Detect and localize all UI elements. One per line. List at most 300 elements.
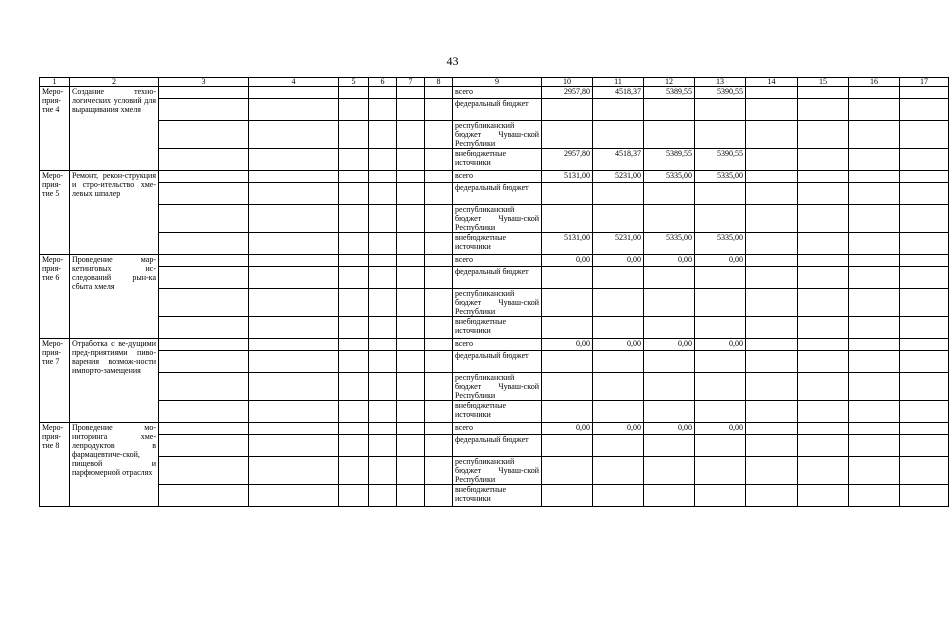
- empty-cell: [849, 457, 900, 485]
- value-cell-col10: 0,00: [542, 339, 593, 351]
- table-row: [40, 255, 949, 267]
- value-cell-col10: [542, 373, 593, 401]
- value-cell-col12: [644, 289, 695, 317]
- value-cell-col11: [593, 99, 644, 121]
- empty-cell: [746, 485, 798, 507]
- column-header: 15: [798, 78, 849, 87]
- empty-cell: [369, 99, 397, 121]
- value-cell-col10: 0,00: [542, 423, 593, 435]
- value-cell-col12: [644, 457, 695, 485]
- empty-cell: [746, 351, 798, 373]
- empty-cell: [900, 255, 949, 267]
- value-cell-col13: [695, 351, 746, 373]
- table-row: [40, 99, 949, 121]
- empty-cell: [798, 423, 849, 435]
- empty-cell: [249, 267, 339, 289]
- empty-cell: [425, 121, 453, 149]
- empty-cell: [798, 255, 849, 267]
- table-row: [40, 423, 949, 435]
- empty-cell: [425, 351, 453, 373]
- value-cell-col12: [644, 485, 695, 507]
- value-cell-col11: [593, 485, 644, 507]
- empty-cell: [397, 339, 425, 351]
- empty-cell: [369, 267, 397, 289]
- empty-cell: [849, 401, 900, 423]
- value-cell-col11: [593, 267, 644, 289]
- event-name-cell: Проведение мо-ниторинга хме-лепродуктов в фармацевтиче-ской, пищевой и парфюмерной отраслях: [70, 423, 159, 507]
- empty-cell: [159, 351, 249, 373]
- value-cell-col10: [542, 457, 593, 485]
- value-cell-col11: 4518,37: [593, 87, 644, 99]
- value-cell-col10: 2957,80: [542, 149, 593, 171]
- event-code-cell: Меро-прия-тие 4: [40, 87, 70, 171]
- value-cell-col13: 5335,00: [695, 171, 746, 183]
- value-cell-col12: [644, 267, 695, 289]
- empty-cell: [900, 183, 949, 205]
- empty-cell: [425, 289, 453, 317]
- value-cell-col11: [593, 373, 644, 401]
- budget-table: [39, 77, 949, 507]
- column-number-row: [40, 78, 949, 87]
- empty-cell: [339, 171, 369, 183]
- empty-cell: [159, 171, 249, 183]
- empty-cell: [339, 317, 369, 339]
- value-cell-col12: [644, 351, 695, 373]
- table-row: [40, 401, 949, 423]
- funding-source-cell: всего: [453, 255, 542, 267]
- value-cell-col12: [644, 435, 695, 457]
- empty-cell: [849, 233, 900, 255]
- empty-cell: [397, 423, 425, 435]
- funding-source-cell: федеральный бюджет: [453, 99, 542, 121]
- empty-cell: [339, 401, 369, 423]
- empty-cell: [339, 339, 369, 351]
- table-row: [40, 87, 949, 99]
- value-cell-col12: 0,00: [644, 423, 695, 435]
- empty-cell: [425, 485, 453, 507]
- value-cell-col11: 0,00: [593, 423, 644, 435]
- empty-cell: [339, 485, 369, 507]
- value-cell-col11: [593, 289, 644, 317]
- funding-source-cell: федеральный бюджет: [453, 267, 542, 289]
- event-name-cell: Отработка с ве-дущими пред-приятиями пиво-варения возмож-ности импорто-замещения: [70, 339, 159, 423]
- value-cell-col13: [695, 205, 746, 233]
- empty-cell: [900, 423, 949, 435]
- empty-cell: [900, 401, 949, 423]
- funding-source-cell: внебюджетные источники: [453, 401, 542, 423]
- table-row: [40, 351, 949, 373]
- event-code-cell: Меро-прия-тие 7: [40, 339, 70, 423]
- table-row: [40, 317, 949, 339]
- empty-cell: [798, 457, 849, 485]
- empty-cell: [159, 373, 249, 401]
- funding-source-cell: федеральный бюджет: [453, 435, 542, 457]
- empty-cell: [900, 233, 949, 255]
- page-number: 43: [446, 54, 459, 68]
- empty-cell: [900, 99, 949, 121]
- empty-cell: [397, 401, 425, 423]
- empty-cell: [798, 149, 849, 171]
- value-cell-col13: [695, 99, 746, 121]
- empty-cell: [369, 457, 397, 485]
- empty-cell: [159, 339, 249, 351]
- value-cell-col11: [593, 351, 644, 373]
- empty-cell: [159, 233, 249, 255]
- table-row: [40, 233, 949, 255]
- value-cell-col12: [644, 205, 695, 233]
- empty-cell: [849, 339, 900, 351]
- empty-cell: [746, 205, 798, 233]
- empty-cell: [849, 267, 900, 289]
- value-cell-col12: 5389,55: [644, 87, 695, 99]
- empty-cell: [339, 373, 369, 401]
- empty-cell: [339, 457, 369, 485]
- empty-cell: [746, 99, 798, 121]
- empty-cell: [425, 87, 453, 99]
- column-header: 2: [70, 78, 159, 87]
- empty-cell: [159, 149, 249, 171]
- empty-cell: [369, 121, 397, 149]
- empty-cell: [339, 423, 369, 435]
- funding-source-cell: всего: [453, 87, 542, 99]
- funding-source-cell: федеральный бюджет: [453, 351, 542, 373]
- empty-cell: [849, 373, 900, 401]
- empty-cell: [746, 401, 798, 423]
- empty-cell: [798, 171, 849, 183]
- value-cell-col11: [593, 205, 644, 233]
- empty-cell: [397, 183, 425, 205]
- empty-cell: [798, 267, 849, 289]
- empty-cell: [369, 205, 397, 233]
- empty-cell: [849, 149, 900, 171]
- funding-source-cell: федеральный бюджет: [453, 183, 542, 205]
- empty-cell: [249, 205, 339, 233]
- empty-cell: [369, 87, 397, 99]
- empty-cell: [900, 457, 949, 485]
- empty-cell: [369, 255, 397, 267]
- empty-cell: [339, 99, 369, 121]
- column-header: 16: [849, 78, 900, 87]
- empty-cell: [746, 267, 798, 289]
- empty-cell: [249, 87, 339, 99]
- empty-cell: [798, 205, 849, 233]
- empty-cell: [798, 373, 849, 401]
- empty-cell: [425, 401, 453, 423]
- value-cell-col12: 5335,00: [644, 171, 695, 183]
- value-cell-col11: [593, 121, 644, 149]
- empty-cell: [249, 339, 339, 351]
- empty-cell: [425, 373, 453, 401]
- table-row: [40, 267, 949, 289]
- empty-cell: [249, 121, 339, 149]
- value-cell-col12: [644, 183, 695, 205]
- table-row: [40, 171, 949, 183]
- empty-cell: [900, 485, 949, 507]
- column-header: 7: [397, 78, 425, 87]
- column-header: 9: [453, 78, 542, 87]
- funding-source-cell: всего: [453, 171, 542, 183]
- table-row: [40, 205, 949, 233]
- empty-cell: [339, 205, 369, 233]
- funding-source-cell: всего: [453, 423, 542, 435]
- value-cell-col13: 0,00: [695, 423, 746, 435]
- table-body: [40, 87, 949, 507]
- empty-cell: [900, 267, 949, 289]
- empty-cell: [369, 183, 397, 205]
- value-cell-col13: [695, 373, 746, 401]
- empty-cell: [249, 457, 339, 485]
- value-cell-col13: 5390,55: [695, 87, 746, 99]
- funding-source-cell: внебюджетные источники: [453, 233, 542, 255]
- empty-cell: [397, 485, 425, 507]
- empty-cell: [849, 99, 900, 121]
- table-row: [40, 289, 949, 317]
- empty-cell: [159, 205, 249, 233]
- empty-cell: [425, 435, 453, 457]
- table-row: [40, 435, 949, 457]
- empty-cell: [746, 373, 798, 401]
- value-cell-col13: [695, 401, 746, 423]
- value-cell-col10: [542, 205, 593, 233]
- empty-cell: [159, 183, 249, 205]
- value-cell-col10: 5131,00: [542, 233, 593, 255]
- empty-cell: [746, 457, 798, 485]
- empty-cell: [249, 233, 339, 255]
- empty-cell: [249, 183, 339, 205]
- empty-cell: [798, 289, 849, 317]
- empty-cell: [249, 171, 339, 183]
- table-row: [40, 183, 949, 205]
- empty-cell: [798, 233, 849, 255]
- value-cell-col10: [542, 351, 593, 373]
- empty-cell: [397, 171, 425, 183]
- empty-cell: [249, 289, 339, 317]
- value-cell-col13: [695, 183, 746, 205]
- empty-cell: [849, 423, 900, 435]
- value-cell-col11: 0,00: [593, 339, 644, 351]
- value-cell-col11: 4518,37: [593, 149, 644, 171]
- empty-cell: [849, 87, 900, 99]
- value-cell-col12: [644, 99, 695, 121]
- empty-cell: [849, 435, 900, 457]
- column-header: 4: [249, 78, 339, 87]
- table-row: [40, 485, 949, 507]
- empty-cell: [159, 401, 249, 423]
- empty-cell: [369, 339, 397, 351]
- empty-cell: [397, 289, 425, 317]
- value-cell-col11: [593, 401, 644, 423]
- empty-cell: [369, 149, 397, 171]
- empty-cell: [425, 457, 453, 485]
- empty-cell: [425, 255, 453, 267]
- empty-cell: [339, 87, 369, 99]
- empty-cell: [397, 205, 425, 233]
- empty-cell: [397, 267, 425, 289]
- value-cell-col10: [542, 401, 593, 423]
- empty-cell: [339, 255, 369, 267]
- empty-cell: [849, 205, 900, 233]
- value-cell-col13: 5335,00: [695, 233, 746, 255]
- empty-cell: [159, 255, 249, 267]
- event-code-cell: Меро-прия-тие 8: [40, 423, 70, 507]
- column-header: 3: [159, 78, 249, 87]
- event-name-cell: Создание техно-логических условий для выращивания хмеля: [70, 87, 159, 171]
- empty-cell: [425, 339, 453, 351]
- empty-cell: [249, 149, 339, 171]
- funding-source-cell: всего: [453, 339, 542, 351]
- empty-cell: [849, 485, 900, 507]
- empty-cell: [249, 99, 339, 121]
- empty-cell: [849, 183, 900, 205]
- empty-cell: [900, 351, 949, 373]
- empty-cell: [746, 233, 798, 255]
- value-cell-col13: [695, 317, 746, 339]
- empty-cell: [798, 435, 849, 457]
- empty-cell: [798, 351, 849, 373]
- empty-cell: [746, 317, 798, 339]
- empty-cell: [369, 171, 397, 183]
- value-cell-col13: 0,00: [695, 339, 746, 351]
- funding-source-cell: республиканский бюджет Чуваш-ской Республики: [453, 205, 542, 233]
- empty-cell: [798, 183, 849, 205]
- funding-source-cell: республиканский бюджет Чуваш-ской Республики: [453, 289, 542, 317]
- empty-cell: [369, 317, 397, 339]
- empty-cell: [397, 149, 425, 171]
- empty-cell: [397, 435, 425, 457]
- empty-cell: [900, 205, 949, 233]
- empty-cell: [339, 289, 369, 317]
- column-header: 10: [542, 78, 593, 87]
- empty-cell: [900, 289, 949, 317]
- column-header: 17: [900, 78, 949, 87]
- value-cell-col12: [644, 373, 695, 401]
- empty-cell: [900, 435, 949, 457]
- empty-cell: [849, 255, 900, 267]
- value-cell-col10: 5131,00: [542, 171, 593, 183]
- empty-cell: [746, 121, 798, 149]
- event-code-cell: Меро-прия-тие 6: [40, 255, 70, 339]
- empty-cell: [339, 183, 369, 205]
- empty-cell: [798, 401, 849, 423]
- empty-cell: [369, 401, 397, 423]
- empty-cell: [339, 149, 369, 171]
- value-cell-col13: [695, 435, 746, 457]
- column-header: 1: [40, 78, 70, 87]
- empty-cell: [159, 121, 249, 149]
- empty-cell: [159, 99, 249, 121]
- value-cell-col13: 0,00: [695, 255, 746, 267]
- value-cell-col12: 5335,00: [644, 233, 695, 255]
- empty-cell: [249, 485, 339, 507]
- empty-cell: [900, 149, 949, 171]
- empty-cell: [249, 435, 339, 457]
- empty-cell: [397, 233, 425, 255]
- empty-cell: [369, 435, 397, 457]
- value-cell-col11: [593, 457, 644, 485]
- empty-cell: [397, 351, 425, 373]
- value-cell-col10: [542, 183, 593, 205]
- funding-source-cell: республиканский бюджет Чуваш-ской Республики: [453, 457, 542, 485]
- empty-cell: [369, 485, 397, 507]
- empty-cell: [339, 435, 369, 457]
- empty-cell: [249, 401, 339, 423]
- empty-cell: [397, 255, 425, 267]
- empty-cell: [849, 351, 900, 373]
- funding-source-cell: внебюджетные источники: [453, 485, 542, 507]
- empty-cell: [397, 457, 425, 485]
- funding-source-cell: республиканский бюджет Чуваш-ской Республики: [453, 373, 542, 401]
- value-cell-col11: 5231,00: [593, 171, 644, 183]
- empty-cell: [425, 149, 453, 171]
- table-row: [40, 121, 949, 149]
- empty-cell: [798, 87, 849, 99]
- empty-cell: [849, 121, 900, 149]
- funding-source-cell: внебюджетные источники: [453, 149, 542, 171]
- column-header: 13: [695, 78, 746, 87]
- column-header: 5: [339, 78, 369, 87]
- empty-cell: [425, 183, 453, 205]
- value-cell-col10: [542, 289, 593, 317]
- empty-cell: [425, 205, 453, 233]
- value-cell-col12: [644, 317, 695, 339]
- value-cell-col10: [542, 317, 593, 339]
- empty-cell: [425, 233, 453, 255]
- empty-cell: [900, 373, 949, 401]
- empty-cell: [397, 373, 425, 401]
- value-cell-col10: [542, 99, 593, 121]
- empty-cell: [369, 233, 397, 255]
- empty-cell: [746, 149, 798, 171]
- empty-cell: [849, 289, 900, 317]
- column-header: 12: [644, 78, 695, 87]
- empty-cell: [397, 99, 425, 121]
- value-cell-col12: 5389,55: [644, 149, 695, 171]
- empty-cell: [900, 339, 949, 351]
- empty-cell: [746, 435, 798, 457]
- table-row: [40, 149, 949, 171]
- empty-cell: [798, 339, 849, 351]
- empty-cell: [746, 339, 798, 351]
- empty-cell: [159, 435, 249, 457]
- value-cell-col11: [593, 317, 644, 339]
- value-cell-col12: [644, 401, 695, 423]
- value-cell-col10: 2957,80: [542, 87, 593, 99]
- empty-cell: [425, 317, 453, 339]
- empty-cell: [249, 255, 339, 267]
- empty-cell: [249, 351, 339, 373]
- value-cell-col13: [695, 267, 746, 289]
- empty-cell: [798, 485, 849, 507]
- value-cell-col11: [593, 435, 644, 457]
- table-row: [40, 339, 949, 351]
- empty-cell: [159, 87, 249, 99]
- empty-cell: [746, 183, 798, 205]
- column-header: 14: [746, 78, 798, 87]
- empty-cell: [369, 423, 397, 435]
- empty-cell: [425, 267, 453, 289]
- empty-cell: [159, 289, 249, 317]
- column-header: 11: [593, 78, 644, 87]
- empty-cell: [339, 267, 369, 289]
- empty-cell: [798, 317, 849, 339]
- empty-cell: [159, 485, 249, 507]
- event-code-cell: Меро-прия-тие 5: [40, 171, 70, 255]
- funding-source-cell: республиканский бюджет Чуваш-ской Республики: [453, 121, 542, 149]
- value-cell-col10: [542, 121, 593, 149]
- column-header: 6: [369, 78, 397, 87]
- empty-cell: [249, 423, 339, 435]
- empty-cell: [746, 423, 798, 435]
